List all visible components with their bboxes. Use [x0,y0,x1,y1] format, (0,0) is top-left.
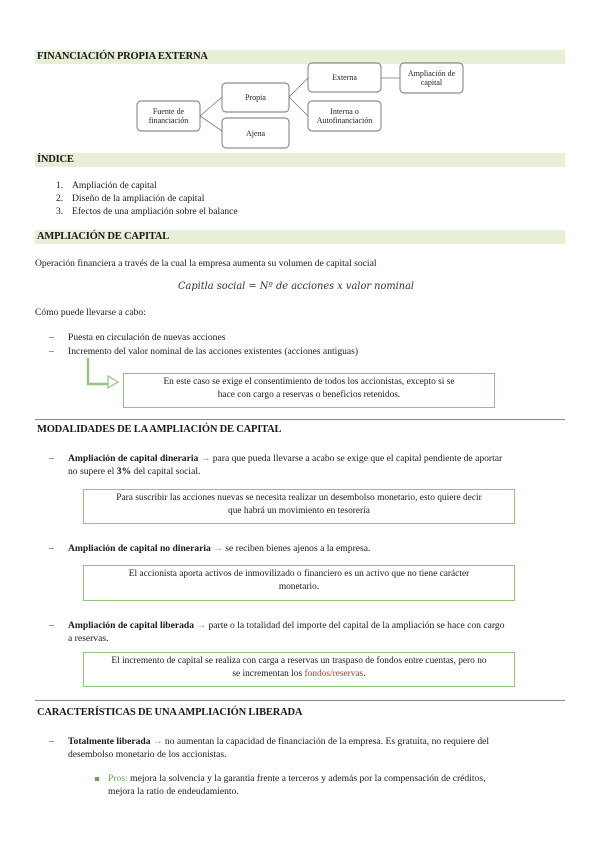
section-title-indice: ÍNDICE [37,154,74,165]
diagram-label: Ampliación de [407,69,456,78]
como-text: Cómo puede llevarse a cabo: [35,307,146,318]
no-dineraria-line [68,542,370,555]
list-number: 2. [56,193,64,204]
list-dash: – [49,736,54,747]
no-dineraria-label: Ampliación de capital no dineraria [68,543,211,554]
highlight-red: fondos/reservas [304,669,364,679]
liberada-label: Ampliación de capital liberada [68,620,195,631]
liberada-total-label: Totalmente liberada [68,736,151,747]
text-span: no supere el [68,466,117,477]
diagram-label: capital [420,78,443,87]
arrow-icon: → [152,736,163,747]
no-dineraria-text: se reciben bienes ajenos a la empresa. [222,543,371,554]
note-line: El incremento de capital se realiza con carga a reservas un traspaso de fondos entre cuentas, pero no [111,656,487,666]
dineraria-label: Ampliación de capital dineraria [68,453,199,464]
arrow-icon: → [196,620,207,631]
note-box-dineraria [83,489,515,524]
note-box-no-dineraria [83,565,515,601]
diagram-label: Autofinanciación [316,116,373,125]
diagram-label: Fuente de [152,107,185,116]
return-arrow-icon [84,358,124,390]
diagram-label: Ajena [245,129,266,138]
pros-line2: mejora la ratio de endeudamiento. [108,786,239,797]
note-line: hace con cargo a reservas o beneficios retenidos. [217,390,401,400]
note-box-liberada [83,652,515,687]
index-item: Efectos de una ampliación sobre el balance [72,206,238,217]
list-dash: – [49,346,54,357]
diagram-label: Externa [332,73,357,82]
section-title-financiacion: FINANCIACIÓN PROPIA EXTERNA [37,51,208,62]
arrow-icon: → [200,453,211,464]
diagram-label: Interna o [330,107,359,116]
percent-value: 3% [116,466,132,477]
dineraria-line [68,452,502,465]
list-number: 3. [56,206,64,217]
section-rule [35,419,565,420]
ampliacion-item: Incremento del valor nominal de las acciones existentes (acciones antiguas) [68,346,359,357]
liberada-line2: a reservas. [68,633,109,644]
section-title-ampliacion: AMPLIACIÓN DE CAPITAL [37,231,170,242]
list-dash: – [49,453,54,464]
dineraria-line2 [68,465,200,478]
text-span: . [363,669,366,679]
list-dash: – [49,620,54,631]
index-item: Diseño de la ampliación de capital [72,193,205,204]
section-title-caracteristicas: CARACTERÍSTICAS DE UNA AMPLIACIÓN LIBERADA [37,707,303,718]
ampliacion-item: Puesta en circulación de nuevas acciones [68,332,226,343]
diagram-label: financiación [148,116,189,125]
text-span: se incrementan los [232,669,305,679]
liberada-text: parte o la totalidad del importe del capital de la ampliación se hace con cargo [206,620,505,631]
note-line: El accionista aporta activos de inmovilizado o financiero es un activo que no tiene carácter [128,569,470,579]
liberada-total-text: no aumentan la capacidad de financiación de la empresa. Es gratuita, no requiere del [162,736,490,747]
note-line: monetario. [278,582,320,592]
note-box-consentimiento [123,373,495,408]
liberada-total-line2: desembolso monetario de los accionistas. [68,749,227,760]
capital-formula: Capitla social = Nº de acciones x valor nominal [178,281,415,292]
section-rule [35,700,565,701]
liberada-line [68,619,505,632]
note-line: Para suscribir las acciones nuevas se necesita realizar un desembolso monetario, esto quiere decir [116,493,482,503]
list-dash: – [49,543,54,554]
liberada-total-line [68,735,489,748]
note-line [90,668,508,681]
list-number: 1. [56,180,64,191]
list-dash: – [49,332,54,343]
ampliacion-intro: Operación financiera a través de la cual la empresa aumenta su volumen de capital social [35,258,377,269]
pros-label: Pros: [108,773,128,784]
arrow-icon: → [213,543,223,554]
pros-line [108,772,485,785]
section-bar [35,153,565,167]
financing-diagram [0,0,599,160]
index-item: Ampliación de capital [72,180,157,191]
section-title-modalidades: MODALIDADES DE LA AMPLIACIÓN DE CAPITAL [37,424,282,435]
note-line: En este caso se exige el consentimiento de todos los accionistas, excepto si se [163,377,455,387]
note-line: que habrá un movimiento en tesorería [228,506,370,516]
text-span: del capital social. [131,466,201,477]
bullet-icon [95,777,99,781]
dineraria-text: para que pueda llevarse a acabo se exige que el capital pendiente de aportar [210,453,503,464]
diagram-label: Propia [245,93,266,102]
pros-text: mejora la solvencia y la garantía frente a terceros y además por la compensación de créditos, [127,773,486,784]
